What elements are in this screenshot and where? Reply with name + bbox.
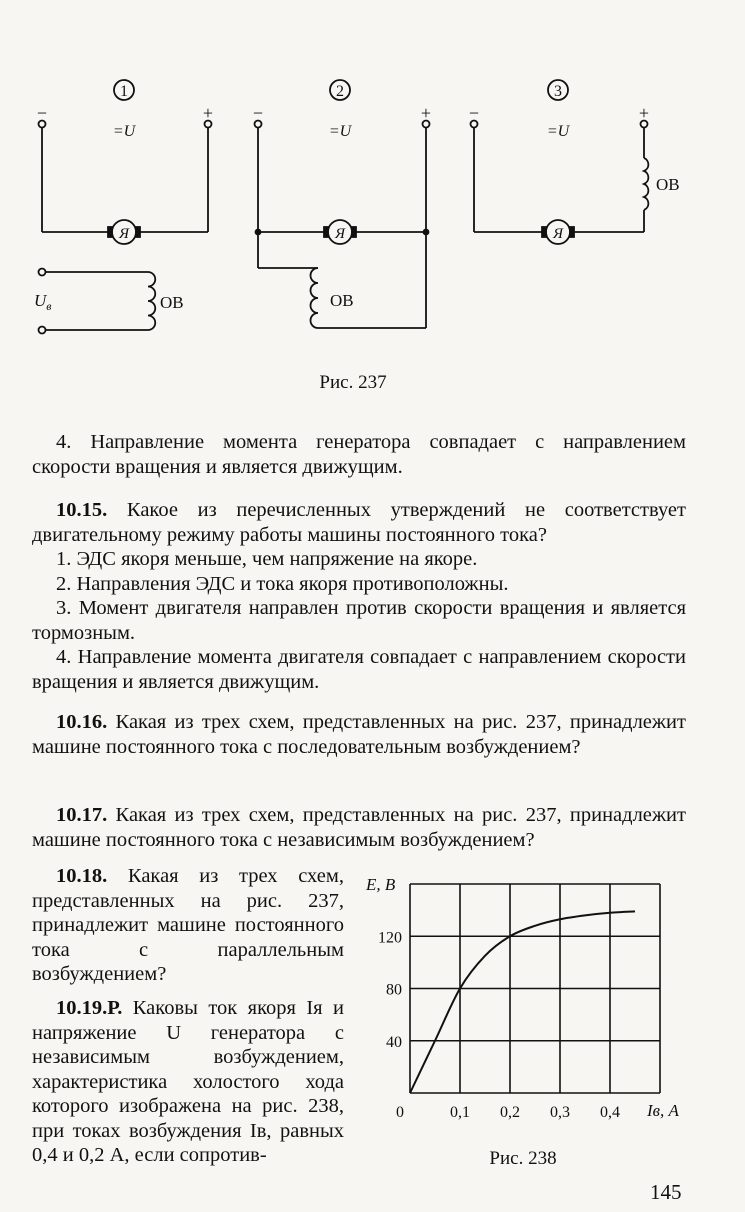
option-3: 3. Момент двигателя направлен против скорости вращения и является тормозным. bbox=[32, 597, 686, 644]
armature-label: Я bbox=[335, 226, 345, 242]
question-number: 10.16. bbox=[56, 711, 108, 733]
voltage-label: =U bbox=[112, 123, 136, 140]
field-winding-label: ОВ bbox=[656, 175, 680, 194]
question-number: 10.17. bbox=[56, 804, 108, 826]
question-number: 10.15. bbox=[56, 499, 108, 521]
minus-terminal-label: − bbox=[252, 103, 264, 123]
x-tick-label: 0,4 bbox=[600, 1104, 620, 1121]
field-winding-label: ОВ bbox=[160, 293, 184, 312]
x-tick-label: 0,2 bbox=[500, 1104, 520, 1121]
question-text: Какая из трех схем, представленных на рис. 237, принадлежит машине постоянного тока с параллельным возбуждением? bbox=[32, 865, 344, 985]
y-axis-label: E, В bbox=[366, 875, 396, 894]
page-number: 145 bbox=[650, 1180, 682, 1204]
series-line bbox=[410, 911, 635, 1093]
armature-label: Я bbox=[119, 226, 129, 242]
minus-terminal-label: − bbox=[468, 103, 480, 123]
minus-terminal-label: − bbox=[36, 103, 48, 123]
figure-238-caption: Рис. 238 bbox=[489, 1148, 557, 1169]
plus-terminal-label: + bbox=[420, 103, 432, 123]
question-text: Какое из перечисленных утверждений не соответствует двигательному режиму работы машины постоянного тока? bbox=[32, 499, 686, 546]
scheme-3-number: 3 bbox=[554, 83, 562, 100]
scheme-2-number: 2 bbox=[336, 83, 344, 100]
scheme-1-number: 1 bbox=[120, 83, 128, 100]
x-axis-label: Iв, А bbox=[647, 1101, 679, 1120]
question-number: 10.18. bbox=[56, 865, 108, 887]
y-tick-label: 80 bbox=[386, 981, 402, 999]
option-4: 4. Направление момента двигателя совпадает с направлением скорости вращения и является движущим. bbox=[32, 646, 686, 693]
armature-label: Я bbox=[553, 226, 563, 242]
x-tick-label: 0,3 bbox=[550, 1104, 570, 1121]
option-1: 1. ЭДС якоря меньше, чем напряжение на якоре. bbox=[56, 548, 478, 570]
figure-238-chart bbox=[350, 860, 710, 1180]
question-10-15 bbox=[32, 498, 686, 694]
x-tick-label: 0,1 bbox=[450, 1104, 470, 1121]
question-10-16 bbox=[32, 710, 686, 759]
chart-grid bbox=[410, 884, 660, 1093]
option-2: 2. Направления ЭДС и тока якоря противоположны. bbox=[56, 572, 509, 595]
question-text: Какая из трех схем, представленных на рис. 237, принадлежит машине постоянного тока с независимым возбуждением? bbox=[32, 804, 686, 851]
figure-237-caption: Рис. 237 bbox=[319, 372, 387, 393]
voltage-label: =U bbox=[546, 123, 570, 140]
plus-terminal-label: + bbox=[638, 103, 650, 123]
plus-terminal-label: + bbox=[202, 103, 214, 123]
voltage-label: =U bbox=[328, 123, 352, 140]
question-text: Какая из трех схем, представленных на рис. 237, принадлежит машине постоянного тока с последовательным возбуждением? bbox=[32, 711, 686, 758]
question-10-19 bbox=[32, 996, 344, 1168]
figure-237-circuit-diagrams bbox=[0, 0, 745, 400]
y-tick-label: 40 bbox=[386, 1033, 402, 1051]
question-10-18 bbox=[32, 864, 344, 987]
excitation-voltage-label: $U_в$ bbox=[34, 291, 52, 313]
previous-answer-4: 4. Направление момента генератора совпадает с направлением скорости вращения и является движущим. bbox=[32, 431, 686, 478]
question-text: Каковы ток якоря Iя и напряжение U генератора с независимым возбуждением, характеристика холостого хода которого изображена на рис. 238, при токах возбуждения Iв, равных 0,4 и 0,2 А, если сопротив- bbox=[32, 997, 344, 1166]
y-tick-label: 120 bbox=[378, 929, 402, 947]
field-winding-label: ОВ bbox=[330, 291, 354, 310]
x-tick-label: 0 bbox=[396, 1104, 404, 1121]
question-10-17 bbox=[32, 803, 686, 852]
question-number: 10.19.Р. bbox=[56, 997, 123, 1019]
